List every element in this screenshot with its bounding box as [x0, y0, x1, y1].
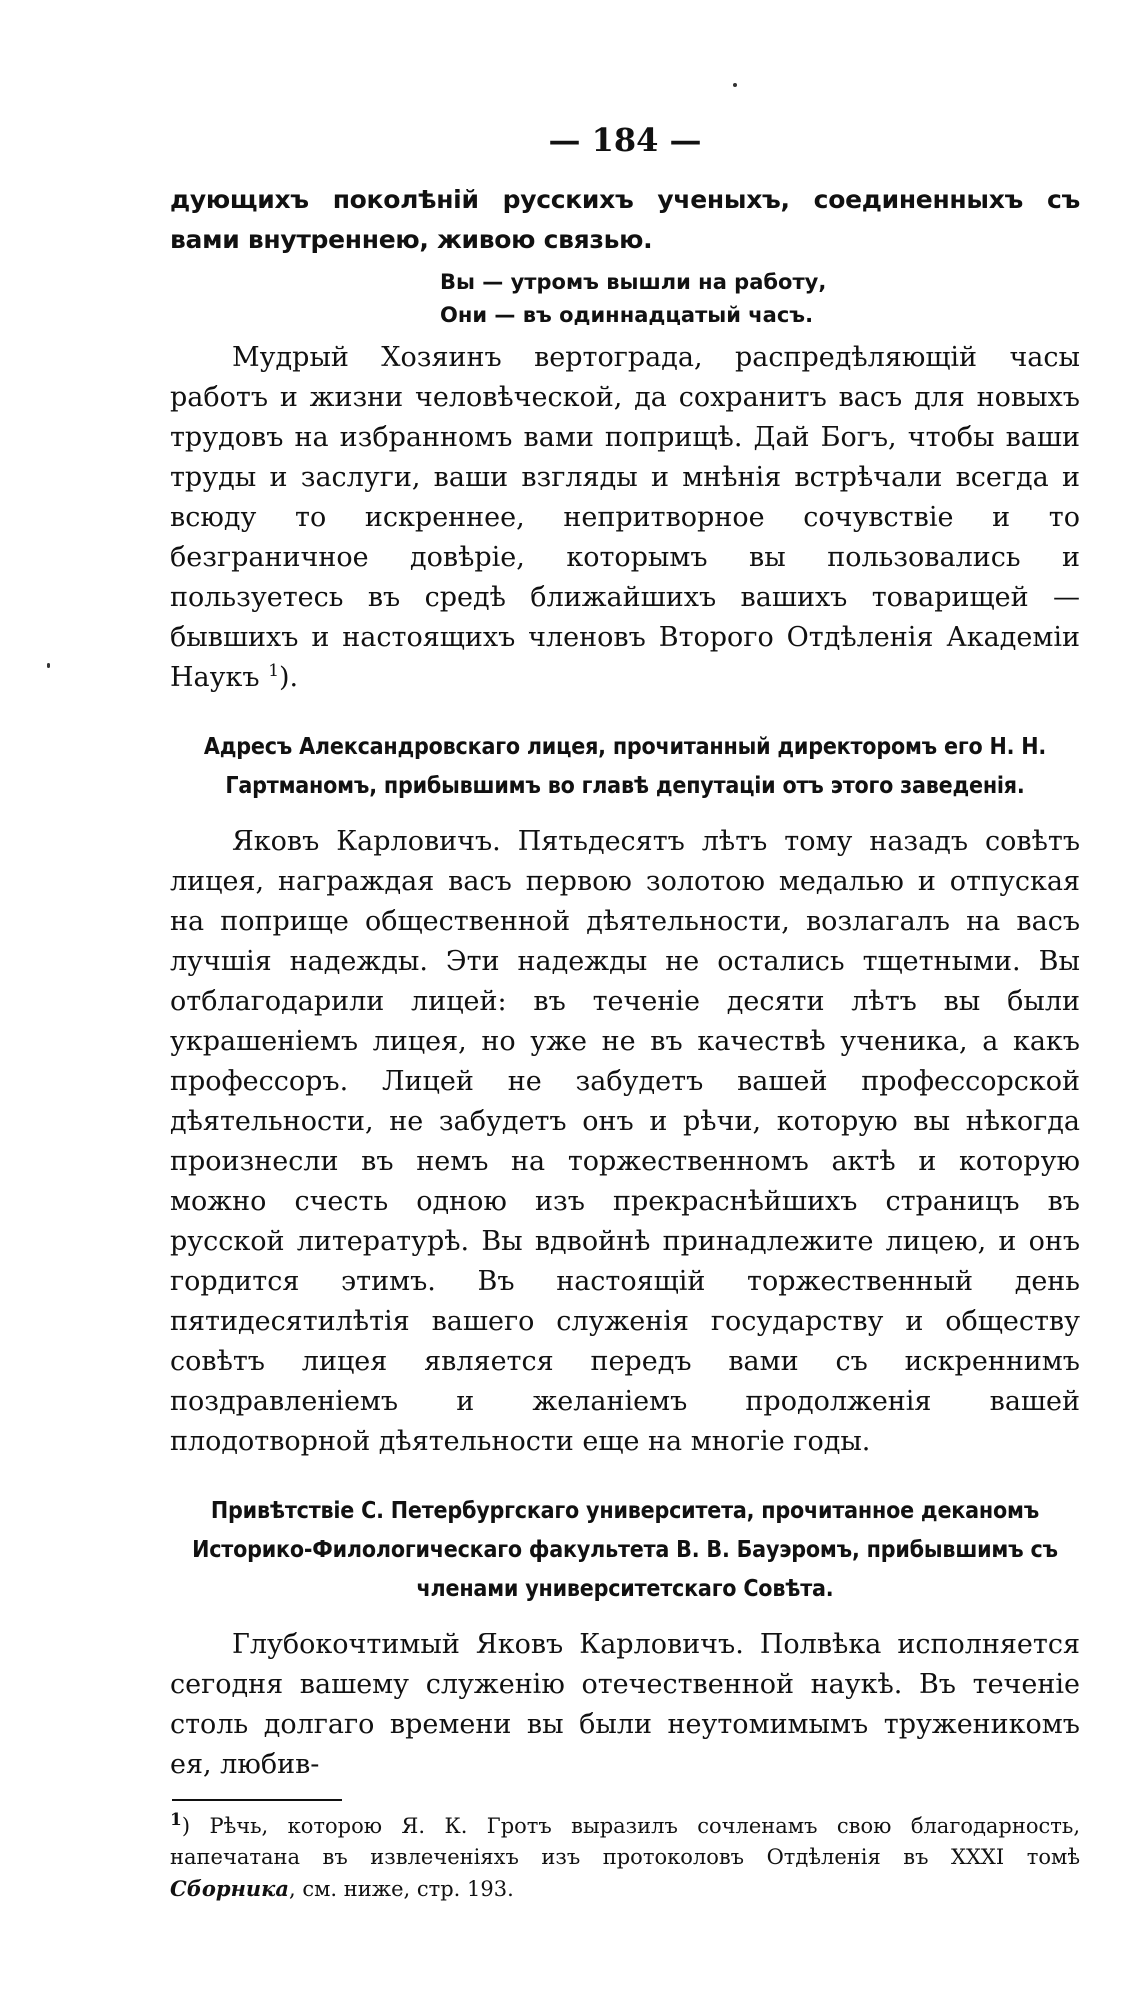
footnote-italic-title: Сборника — [170, 1876, 289, 1901]
paragraph-university-greeting: Глубокочтимый Яковъ Карловичъ. Полвѣка исполняется сегодня вашему служенію отечественной наукѣ. Въ теченіе столь долгаго времени вы были неутомимымъ труженикомъ ея, любив- — [170, 1629, 1080, 1780]
footnote-reference[interactable]: 1 — [268, 661, 280, 681]
footnote-text: ) Рѣчь, которою Я. К. Гротъ выразилъ сочленамъ свою благодарность, напечатана въ извлеченіяхъ изъ протоколовъ Отдѣленія въ XXXI томѣ — [170, 1814, 1080, 1869]
page-number: — 184 — — [548, 121, 702, 159]
section-heading-lyceum: Адресъ Александровскаго лицея, прочитанный директоромъ его Н. Н. Гартманомъ, прибывшимъ во главѣ депутаціи отъ этого заведенія. — [203, 734, 1047, 799]
paragraph-continuation: дующихъ поколѣній русскихъ ученыхъ, соединенныхъ съ вами внутреннею, живою связью. — [170, 185, 1080, 254]
section-heading-university: Привѣтствіе С. Петербургскаго университета, прочитанное деканомъ Историко-Филологическаго факультета В. В. Бауэромъ, прибывшимъ съ членами университетскаго Совѣта. — [192, 1498, 1058, 1602]
footnote — [170, 1811, 1080, 1905]
scan-speck — [47, 663, 50, 668]
paragraph-blessing — [170, 338, 1080, 698]
paragraph-lyceum-address: Яковъ Карловичъ. Пятьдесятъ лѣтъ тому назадъ совѣтъ лицея, награждая васъ первою золотою медалью и отпуская на поприще общественной дѣятельности, возлагалъ на васъ лучшія надежды. Эти надежды не остались тщетными. Вы отблагодарили лицей: въ теченіе десяти лѣтъ вы были украшеніемъ лицея, но уже не въ качествѣ ученика, а какъ профессоръ. Лицей не забудетъ вашей профессорской дѣятельности, не забудетъ онъ и рѣчи, которую вы нѣкогда произнесли въ немъ на торжественномъ актѣ и которую можно счесть одною изъ прекраснѣйшихъ страницъ въ русской литературѣ. Вы вдвойнѣ принадлежите лицею, и онъ гордится этимъ. Въ настоящій торжественный день пятидесятилѣтія вашего служенія государству и обществу совѣтъ лицея является передъ вами съ искреннимъ поздравленіемъ и желаніемъ продолженія вашей плодотворной дѣятельности еще на многіе годы. — [170, 826, 1080, 1457]
verse-quote — [440, 266, 1080, 332]
verse-line: Вы — утромъ вышли на работу, — [440, 270, 827, 294]
paragraph-text: Мудрый Хозяинъ вертограда, распредѣляющій часы работъ и жизни человѣческой, да сохранитъ васъ для новыхъ трудовъ на избранномъ вами поприщѣ. Дай Богъ, чтобы ваши труды и заслуги, ваши взгляды и мнѣнія встрѣчали всегда и всюду то искреннее, непритворное сочувствіе и то безграничное довѣріе, которымъ вы пользовались и пользуетесь въ средѣ ближайшихъ вашихъ товарищей — бывшихъ и настоящихъ членовъ Второго Отдѣленія Академіи Наукъ — [170, 342, 1080, 693]
footnote-divider — [172, 1799, 342, 1801]
paragraph-tail: ). — [279, 662, 299, 693]
footnote-tail: , см. ниже, стр. 193. — [288, 1877, 514, 1901]
verse-line: Они — въ одиннадцатый часъ. — [440, 303, 814, 327]
scan-speck — [733, 83, 737, 87]
book-page — [170, 120, 1080, 1905]
footnote-number: 1 — [170, 1810, 182, 1830]
